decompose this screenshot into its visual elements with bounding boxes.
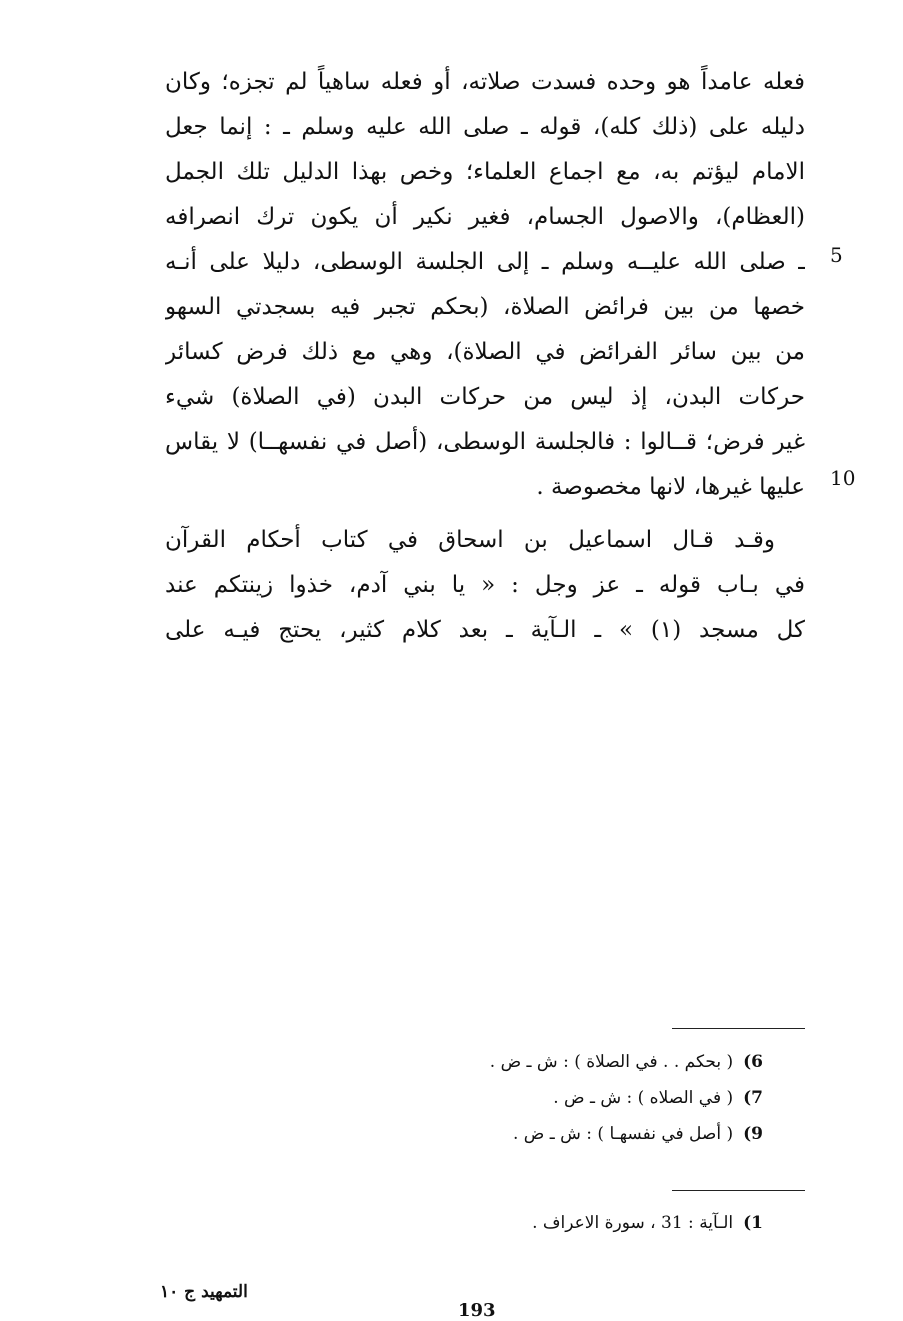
text-line: وقـد قـال اسماعيل بن اسحاق في كتاب أحكام القرآن — [165, 527, 775, 553]
page-number: 193 — [458, 1300, 496, 1321]
text-line: خصها من بين فرائض الصلاة، (بحكم تجبر فيه بسجدتي السهو — [165, 294, 805, 320]
text-line: غير فرض؛ قــالوا : فالجلسة الوسطى، (أصل في نفسهــا) لا يقاس — [165, 429, 805, 455]
footnote-variant — [490, 1044, 763, 1080]
footnote-text: ( أصل في نفسهـا ) : ش ـ ض . — [512, 1124, 734, 1144]
footnote-variant — [513, 1116, 763, 1152]
footnote-number: 6) — [743, 1052, 763, 1072]
text-line: الامام ليؤتم به، مع اجماع العلماء؛ وخص بهذا الدليل تلك الجمل — [165, 159, 805, 185]
footnote-divider — [672, 1190, 805, 1191]
text-line: من بين سائر الفرائض في الصلاة)، وهي مع ذلك فرض كسائر — [165, 339, 805, 365]
text-line: عليها غيرها، لانها مخصوصة . — [536, 474, 805, 500]
text-line: (العظام)، والاصول الجسام، فغير نكير أن يكون ترك انصرافه — [165, 204, 805, 230]
text-line: دليله على (ذلك كله)، قوله ـ صلى الله عليه وسلم ـ : إنما جعل — [165, 114, 805, 140]
footnote-number: 1) — [743, 1213, 763, 1233]
text-line: فعله عامداً هو وحده فسدت صلاته، أو فعله ساهياً لم تجزه؛ وكان — [165, 69, 805, 95]
footnote-text: ( في الصلاه ) : ش ـ ض . — [553, 1088, 734, 1108]
main-paragraph-2 — [165, 518, 805, 653]
footnote-source — [532, 1205, 763, 1241]
footnote-text: ( بحكم . . في الصلاة ) : ش ـ ض . — [489, 1052, 734, 1072]
text-line: في بـاب قوله ـ عز وجل : « يا بني آدم، خذوا زينتكم عند — [165, 572, 805, 598]
line-number-10: 10 — [830, 466, 856, 490]
running-footer: التمهيد ج ١٠ — [160, 1282, 248, 1302]
footnote-number: 7) — [743, 1088, 763, 1108]
text-line: ـ صلى الله عليــه وسلم ـ إلى الجلسة الوسطى، دليلا على أنـه — [165, 249, 805, 275]
footnote-text: الـآية : 31 ، سورة الاعراف . — [532, 1213, 734, 1233]
footnote-number: 9) — [743, 1124, 763, 1144]
main-paragraph-1 — [165, 60, 805, 510]
line-number-5: 5 — [830, 243, 843, 267]
footnote-variant — [553, 1080, 763, 1116]
footnote-divider — [672, 1028, 805, 1029]
text-line: حركات البدن، إذ ليس من حركات البدن (في الصلاة) شيء — [165, 384, 805, 410]
text-line: كل مسجد (١) » ـ الـآية ـ بعد كلام كثير، يحتج فيـه على — [165, 617, 805, 643]
